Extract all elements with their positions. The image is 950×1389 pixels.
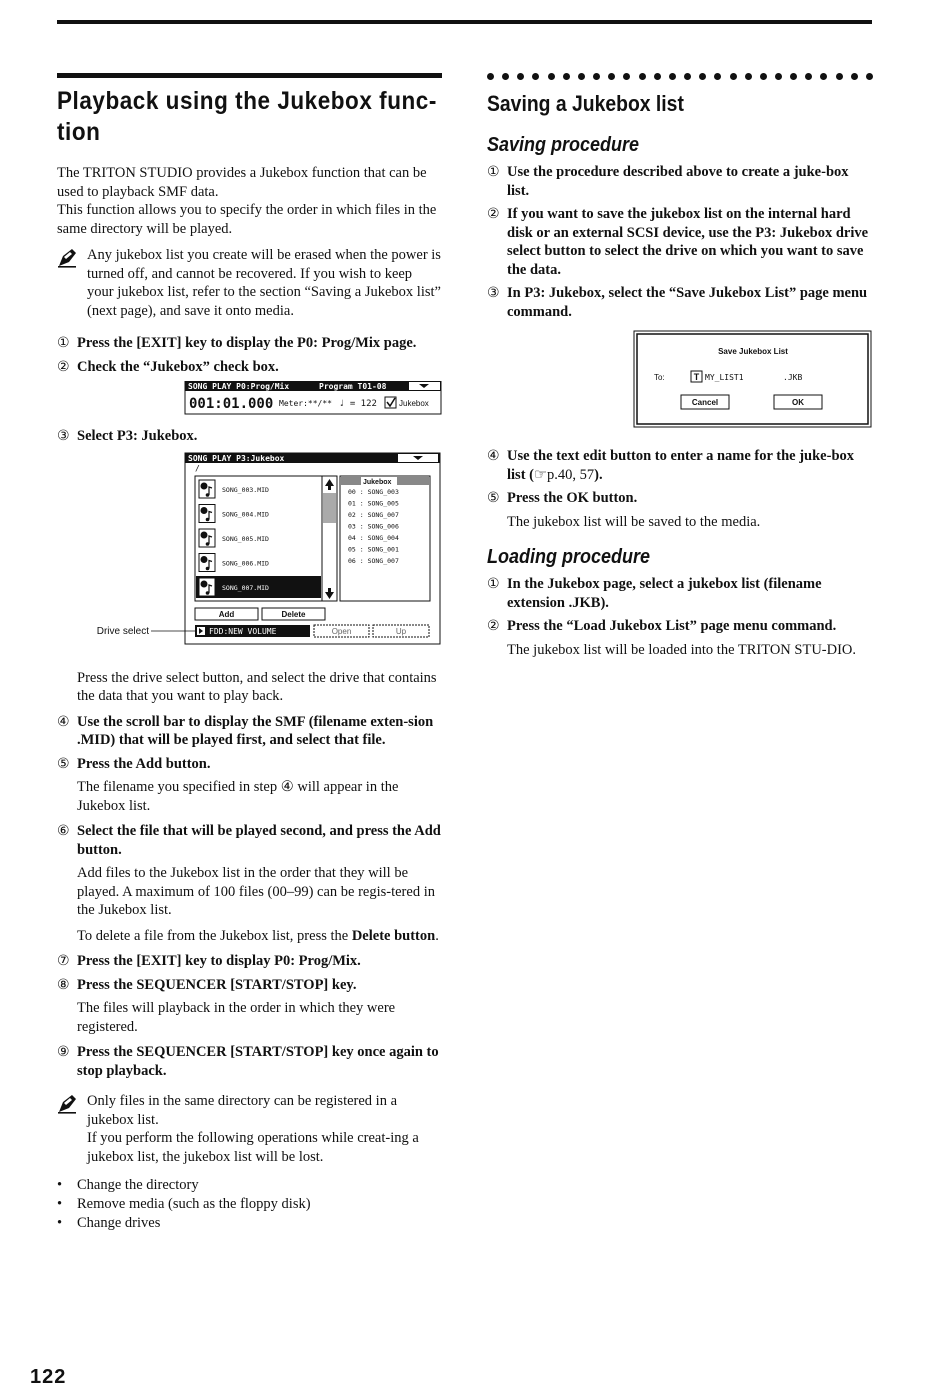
extension-label: .JKB — [783, 373, 803, 382]
step-text: In the Jukebox page, select a jukebox list (filename extension .JKB). — [507, 576, 822, 611]
step-2 — [57, 358, 442, 377]
rule-dot — [548, 73, 555, 80]
rule-dot — [745, 73, 752, 80]
rule-dot — [578, 73, 585, 80]
p0-tempo: ♩ = 122 — [339, 399, 377, 409]
list-item: • Change the directory — [77, 1176, 442, 1195]
step-number: ② — [487, 618, 500, 634]
add-button-label: Add — [218, 609, 235, 619]
rule-dot — [639, 73, 646, 80]
top-rule — [57, 20, 872, 24]
jukebox-entry[interactable]: 02 : SONG_007 — [348, 510, 399, 519]
step-number: ④ — [57, 713, 70, 730]
drive-label: FDD:NEW VOLUME — [209, 626, 277, 636]
step-number: ③ — [57, 428, 70, 444]
step-number: ③ — [487, 285, 500, 301]
rule-dot — [563, 73, 570, 80]
up-button-label: Up — [395, 626, 407, 636]
step-9 — [57, 1043, 442, 1080]
intro-para-1: The TRITON STUDIO provides a Jukebox function that can be used to playback SMF data. — [57, 165, 427, 200]
step-text: Use the procedure described above to create a juke-box list. — [507, 164, 849, 199]
step-text: Press the “Load Jukebox List” page menu command. — [507, 618, 837, 634]
file-name: SONG_004.MID — [222, 510, 269, 518]
screen-p3-jukebox — [57, 451, 442, 647]
step-number: ① — [487, 576, 500, 592]
jukebox-entry[interactable]: 00 : SONG_003 — [348, 487, 399, 496]
jukebox-entry[interactable]: 03 : SONG_006 — [348, 522, 399, 530]
step-8 — [57, 976, 442, 995]
rule-dot — [502, 73, 509, 80]
step-8-desc: The files will playback in the order in which they were registered. — [77, 1000, 396, 1035]
rule-dot — [699, 73, 706, 80]
step-number: ⑥ — [57, 823, 70, 839]
file-name: SONG_005.MID — [222, 534, 269, 543]
open-button-label: Open — [331, 626, 352, 636]
screen-p0-prog-mix — [57, 381, 442, 417]
step-text: Press the [EXIT] key to display P0: Prog/Mix. — [77, 953, 361, 969]
pencil-note-icon — [57, 248, 77, 268]
step-5 — [57, 755, 442, 774]
midi-file-icon — [199, 578, 215, 596]
rule-dot — [517, 73, 524, 80]
page-number: 122 — [30, 1366, 67, 1388]
step-number: ⑨ — [57, 1044, 70, 1060]
step-text: Select P3: Jukebox. — [77, 428, 198, 444]
note-text: Only files in the same directory can be registered in a jukebox list. — [87, 1093, 398, 1128]
jukebox-list-title: Jukebox — [363, 478, 392, 486]
step-text: If you want to save the jukebox list on the internal hard disk or an external SCSI device, use the P3: Jukebox drive select button to select the drive on which you want to save the data. — [507, 206, 869, 278]
rule-dot — [623, 73, 630, 80]
p0-location: 001:01.000 — [189, 396, 274, 412]
rule-dot — [851, 73, 858, 80]
step-text-part: ). — [594, 466, 603, 483]
right-column — [487, 73, 873, 666]
save-step-5-desc: The jukebox list will be saved to the media. — [507, 513, 761, 530]
pencil-note-icon — [57, 1094, 77, 1114]
rule-dot — [820, 73, 827, 80]
step-text — [507, 447, 873, 484]
midi-file-icon — [199, 480, 215, 498]
save-step-4 — [487, 447, 873, 484]
text-edit-icon: T — [693, 372, 700, 382]
dialog-to-label: To: — [654, 373, 665, 382]
cancel-button-label: Cancel — [691, 398, 719, 407]
desc-text: . — [435, 927, 439, 944]
rule-dot — [654, 73, 661, 80]
note-text: Any jukebox list you create will be erased when the power is turned off, and cannot be recovered. If you wish to keep your jukebox list, refer to the section “Saving a Jukebox list” (next page), and save it onto media. — [87, 247, 441, 319]
p0-meter: Meter:**/** — [279, 399, 332, 408]
save-step-5 — [487, 489, 873, 508]
rule-dot — [487, 73, 494, 80]
rule-dot — [805, 73, 812, 80]
file-name: SONG_007.MID — [222, 583, 269, 592]
jukebox-entry[interactable]: 04 : SONG_004 — [348, 533, 399, 542]
left-column — [57, 73, 442, 1233]
p0-header: SONG PLAY P0:Prog/Mix — [188, 382, 290, 391]
rule-dot — [866, 73, 873, 80]
rule-dot — [775, 73, 782, 80]
note-block — [57, 1092, 442, 1166]
dialog-title: Save Jukebox List — [718, 347, 788, 356]
midi-file-icon — [199, 504, 215, 522]
page-reference: ☞p.40, 57 — [533, 466, 595, 483]
step-text: In P3: Jukebox, select the “Save Jukebox List” page menu command. — [507, 285, 868, 320]
step-number: ⑧ — [57, 976, 70, 993]
jukebox-entry[interactable]: 06 : SONG_007 — [348, 556, 399, 565]
jukebox-entry[interactable]: 05 : SONG_001 — [348, 545, 399, 553]
step-number: ⑤ — [57, 755, 70, 772]
step-text: Press the SEQUENCER [START/STOP] key once again to stop playback. — [77, 1044, 439, 1079]
rule-dot — [532, 73, 539, 80]
delete-button-label: Delete — [281, 609, 306, 619]
step-text: Press the SEQUENCER [START/STOP] key. — [77, 976, 357, 993]
step-number: ⑦ — [57, 953, 70, 969]
filename-field[interactable]: MY_LIST1 — [705, 373, 744, 382]
step-3 — [57, 427, 442, 446]
step-number: ④ — [487, 448, 500, 464]
section-heading: Saving a Jukebox list — [487, 91, 684, 116]
midi-file-icon — [199, 553, 215, 571]
rule-dot — [684, 73, 691, 80]
saving-heading: Saving procedure — [487, 134, 640, 156]
p0-program: Program T01-08 — [319, 382, 387, 391]
rule-dot — [836, 73, 843, 80]
p0-jukebox-label: Jukebox — [399, 399, 429, 408]
rule-dot — [730, 73, 737, 80]
step-text: Use the scroll bar to display the SMF (filename exten-sion .MID) that will be played first, and select that file. — [77, 713, 434, 748]
save-step-2 — [487, 205, 873, 279]
step-3-desc: Press the drive select button, and select the drive that contains the data that you want to play back. — [77, 669, 437, 704]
step-text: Select the file that will be played second, and press the Add button. — [77, 823, 441, 858]
save-jukebox-dialog — [487, 329, 873, 433]
step-number: ⑤ — [487, 490, 500, 506]
p3-path: / — [195, 463, 200, 473]
step-number: ② — [57, 358, 70, 375]
step-7 — [57, 952, 442, 971]
bullet-list — [57, 1176, 442, 1233]
step-text: Press the OK button. — [507, 490, 638, 506]
rule-dot — [760, 73, 767, 80]
file-name: SONG_006.MID — [222, 559, 269, 567]
section-rule — [57, 73, 442, 78]
loading-heading: Loading procedure — [487, 546, 651, 568]
rule-dot — [669, 73, 676, 80]
file-name: SONG_003.MID — [222, 485, 269, 494]
drive-select-callout: Drive select — [96, 625, 149, 637]
step-6-desc-2 — [77, 927, 442, 946]
step-4 — [57, 713, 442, 750]
desc-text: To delete a file from the Jukebox list, press the — [77, 927, 352, 944]
list-item: • Change drives — [77, 1214, 442, 1233]
midi-file-icon — [199, 529, 215, 547]
list-item: • Remove media (such as the floppy disk) — [77, 1195, 442, 1214]
section-title: Playback using the Jukebox func-tion — [57, 87, 437, 146]
rule-dot — [790, 73, 797, 80]
jukebox-entry[interactable]: 01 : SONG_005 — [348, 499, 399, 507]
step-text: Press the Add button. — [77, 755, 211, 772]
rule-dot — [608, 73, 615, 80]
load-step-2 — [487, 617, 873, 636]
note-text: If you perform the following operations while creat-ing a jukebox list, the jukebox list will be lost. — [87, 1130, 419, 1165]
step-1 — [57, 334, 442, 353]
step-text: Check the “Jukebox” check box. — [77, 358, 279, 375]
file-row[interactable] — [196, 576, 321, 598]
step-6 — [57, 822, 442, 859]
load-step-1 — [487, 575, 873, 612]
dot-rule — [487, 73, 873, 81]
step-number: ① — [57, 335, 70, 351]
step-5-desc: The filename you specified in step ④ will appear in the Jukebox list. — [77, 779, 399, 814]
step-text: Press the [EXIT] key to display the P0: Prog/Mix page. — [77, 335, 417, 351]
step-text-part: Use the text edit button to enter a name for the juke-box list ( — [507, 448, 855, 483]
save-step-1 — [487, 163, 873, 200]
step-number: ① — [487, 164, 500, 180]
intro-para-2: This function allows you to specify the order in which files in the same directory will be played. — [57, 202, 437, 237]
ok-button-label: OK — [792, 398, 804, 407]
rule-dot — [593, 73, 600, 80]
load-step-2-desc: The jukebox list will be loaded into the TRITON STU-DIO. — [507, 641, 857, 658]
desc-bold: Delete button — [351, 927, 436, 944]
note-block — [57, 246, 442, 320]
p3-header: SONG PLAY P3:Jukebox — [188, 453, 285, 463]
save-step-3 — [487, 284, 873, 321]
scroll-thumb[interactable] — [323, 493, 336, 523]
step-number: ② — [487, 206, 500, 222]
step-6-desc-1: Add files to the Jukebox list in the order that they will be played. A maximum of 100 files (00–99) can be regis-tered in the Jukebox list. — [77, 865, 435, 918]
rule-dot — [714, 73, 721, 80]
